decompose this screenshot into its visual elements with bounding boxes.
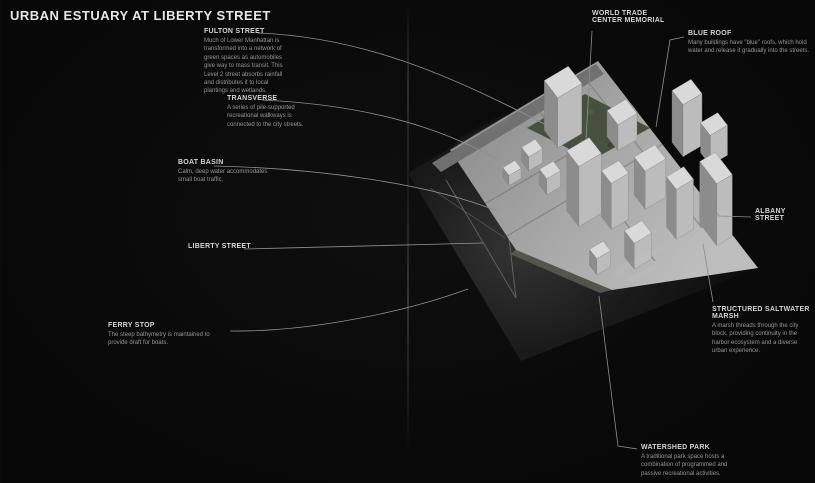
callout-title: LIBERTY STREET [188,243,251,250]
callout-title: WATERSHED PARK [641,444,710,451]
callout-body: A marsh threads through the city block, providing continuity in the harbor ecosystem and a diverse urban experience. [712,323,799,355]
callout-body: Much of Lower Manhattan is transformed into a network of green spaces as automobiles give way to mass transit. This Level 2 street absorbs rainfall and distributes it to local plantings and wetlands. [204,38,283,95]
callout-title: BOAT BASIN [178,159,224,166]
callout-liberty-street [188,243,308,252]
callout-body: A traditional park space hosts a combination of programmed and passive recreational activities. [641,454,728,477]
callout-body: The steep bathymetry is maintained to provide draft for boats. [108,332,210,347]
callout-albany-street [755,208,813,224]
callout-blue-roof [688,30,810,56]
callout-line-ferry [230,289,468,331]
callout-title: ALBANY STREET [755,208,786,222]
callout-body: Many buildings have "blue" roofs, which hold water and release it gradually into the streets. [688,40,810,55]
callout-fulton-street [204,28,290,96]
callout-title: TRANSVERSE [227,95,278,102]
callout-body: A series of pile-supported recreational walkways is connected to the city streets. [227,105,304,128]
page-title: URBAN ESTUARY AT LIBERTY STREET [10,8,271,23]
callout-ferry-stop [108,322,226,348]
callout-saltwater-marsh [712,306,812,356]
callout-transverse [227,95,315,129]
callout-title: BLUE ROOF [688,30,732,37]
callout-title: STRUCTURED SALTWATER MARSH [712,306,810,320]
callout-boat-basin [178,159,282,185]
callout-title: WORLD TRADE CENTER MEMORIAL [592,10,665,24]
callout-title: FERRY STOP [108,322,155,329]
callout-body: Calm, deep water accommodates small boat traffic. [178,169,268,184]
callout-title: FULTON STREET [204,28,265,35]
callout-wtc-memorial [592,10,670,26]
callout-watershed-park [641,444,741,478]
